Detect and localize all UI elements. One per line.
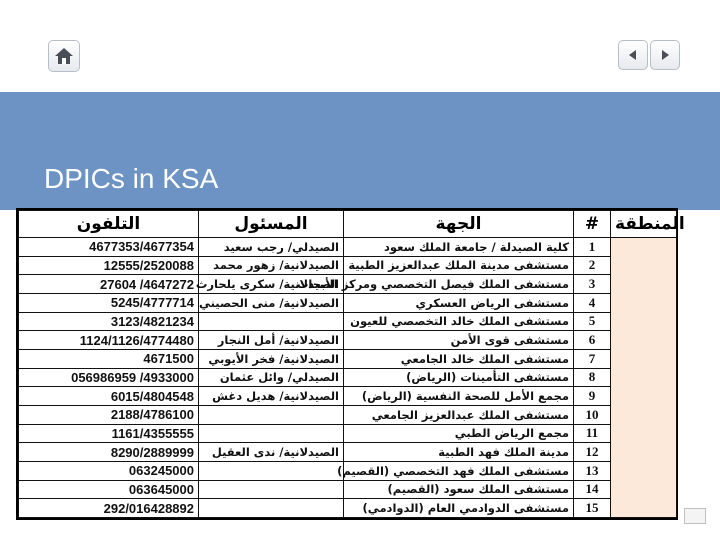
next-slide-button[interactable] bbox=[650, 40, 680, 70]
phone-cell: 8290/2889999 bbox=[19, 443, 199, 462]
entity-cell: مجمع الأمل للصحة النفسية (الرياض) bbox=[344, 387, 574, 406]
header-region: المنطقة bbox=[611, 211, 677, 238]
person-cell: الصيدلي/ رجب سعيد bbox=[199, 238, 344, 257]
entity-cell: مستشفى الملك سعود (القصيم) bbox=[344, 480, 574, 499]
header-number: # bbox=[574, 211, 611, 238]
table-row bbox=[19, 331, 677, 350]
table-row bbox=[19, 238, 677, 257]
person-cell: الصيدلانية/ زهور محمد bbox=[199, 256, 344, 275]
home-icon bbox=[54, 47, 74, 65]
phone-cell: 5245/4777714 bbox=[19, 293, 199, 312]
number-cell: 11 bbox=[574, 424, 611, 443]
entity-cell: مستشفى التأمينات (الرياض) bbox=[344, 368, 574, 387]
phone-cell: 4677353/4677354 bbox=[19, 238, 199, 257]
header-entity: الجهة bbox=[344, 211, 574, 238]
phone-cell: 12555/2520088 bbox=[19, 256, 199, 275]
table-row bbox=[19, 480, 677, 499]
number-cell: 8 bbox=[574, 368, 611, 387]
phone-cell: 4671500 bbox=[19, 349, 199, 368]
entity-cell: مستشفى الملك فيصل التخصصي ومركز الأبحاث bbox=[344, 275, 574, 294]
person-cell: الصيدلانية/ هديل دغش bbox=[199, 387, 344, 406]
table-row bbox=[19, 349, 677, 368]
person-cell bbox=[199, 499, 344, 518]
entity-cell: مستشفى قوى الأمن bbox=[344, 331, 574, 350]
phone-cell: 3123/4821234 bbox=[19, 312, 199, 331]
previous-slide-button[interactable] bbox=[618, 40, 648, 70]
entity-cell: مستشفى مدينة الملك عبدالعزيز الطبية bbox=[344, 256, 574, 275]
person-cell: الصيدلانية/ ندى العقيل bbox=[199, 443, 344, 462]
table-row bbox=[19, 275, 677, 294]
phone-cell: 292/016428892 bbox=[19, 499, 199, 518]
dpic-table bbox=[16, 208, 685, 520]
table-header-row bbox=[19, 211, 677, 238]
number-cell: 15 bbox=[574, 499, 611, 518]
number-cell: 14 bbox=[574, 480, 611, 499]
number-cell: 6 bbox=[574, 331, 611, 350]
person-cell bbox=[199, 461, 344, 480]
table-row bbox=[19, 312, 677, 331]
entity-cell: مدينة الملك فهد الطبية bbox=[344, 443, 574, 462]
triangle-left-icon bbox=[626, 48, 640, 62]
table-row bbox=[19, 443, 677, 462]
person-cell: الصيدلي/ وائل عثمان bbox=[199, 368, 344, 387]
person-cell bbox=[199, 480, 344, 499]
number-cell: 10 bbox=[574, 405, 611, 424]
table-row bbox=[19, 424, 677, 443]
triangle-right-icon bbox=[658, 48, 672, 62]
number-cell: 7 bbox=[574, 349, 611, 368]
table-row bbox=[19, 256, 677, 275]
table-row bbox=[19, 368, 677, 387]
table-row bbox=[19, 461, 677, 480]
entity-cell: مستشفى الملك خالد التخصصي للعيون bbox=[344, 312, 574, 331]
phone-cell: 063645000 bbox=[19, 480, 199, 499]
slide-corner-marker bbox=[684, 508, 706, 524]
number-cell: 13 bbox=[574, 461, 611, 480]
person-cell: الصيدلانية/ أمل النجار bbox=[199, 331, 344, 350]
entity-cell: كلية الصيدلة / جامعة الملك سعود bbox=[344, 238, 574, 257]
home-button[interactable] bbox=[48, 40, 80, 72]
number-cell: 1 bbox=[574, 238, 611, 257]
slide-title: DPICs in KSA bbox=[44, 163, 219, 194]
number-cell: 9 bbox=[574, 387, 611, 406]
number-cell: 4 bbox=[574, 293, 611, 312]
entity-cell: مستشفى الدوادمي العام (الدوادمي) bbox=[344, 499, 574, 518]
table-body bbox=[19, 238, 677, 518]
table-row bbox=[19, 387, 677, 406]
header-phone: التلفون bbox=[19, 211, 199, 238]
entity-cell: مستشفى الرياض العسكري bbox=[344, 293, 574, 312]
entity-cell: مستشفى الملك فهد التخصصي (القصيم) bbox=[344, 461, 574, 480]
slide-top-frame bbox=[0, 0, 720, 92]
table-row bbox=[19, 499, 677, 518]
phone-cell: 2188/4786100 bbox=[19, 405, 199, 424]
person-cell: الصيدلانية/ منى الحصيني bbox=[199, 293, 344, 312]
entity-cell: مجمع الرياض الطبي bbox=[344, 424, 574, 443]
phone-cell: 27604 /4647272 bbox=[19, 275, 199, 294]
phone-cell: 1161/4355555 bbox=[19, 424, 199, 443]
header-person: المسئول bbox=[199, 211, 344, 238]
person-cell: الصيدلانية/ فخر الأيوبي bbox=[199, 349, 344, 368]
entity-cell: مستشفى الملك عبدالعزيز الجامعي bbox=[344, 405, 574, 424]
entity-cell: مستشفى الملك خالد الجامعي bbox=[344, 349, 574, 368]
table-row bbox=[19, 405, 677, 424]
person-cell bbox=[199, 312, 344, 331]
person-cell bbox=[199, 424, 344, 443]
person-cell: الصيدلانية/ سكرى يلحارث bbox=[199, 275, 344, 294]
table-row bbox=[19, 293, 677, 312]
phone-cell: 056986959 /4933000 bbox=[19, 368, 199, 387]
phone-cell: 1124/1126/4774480 bbox=[19, 331, 199, 350]
number-cell: 2 bbox=[574, 256, 611, 275]
phone-cell: 6015/4804548 bbox=[19, 387, 199, 406]
region-cell bbox=[611, 238, 677, 518]
person-cell bbox=[199, 405, 344, 424]
phone-cell: 063245000 bbox=[19, 461, 199, 480]
number-cell: 5 bbox=[574, 312, 611, 331]
number-cell: 3 bbox=[574, 275, 611, 294]
number-cell: 12 bbox=[574, 443, 611, 462]
